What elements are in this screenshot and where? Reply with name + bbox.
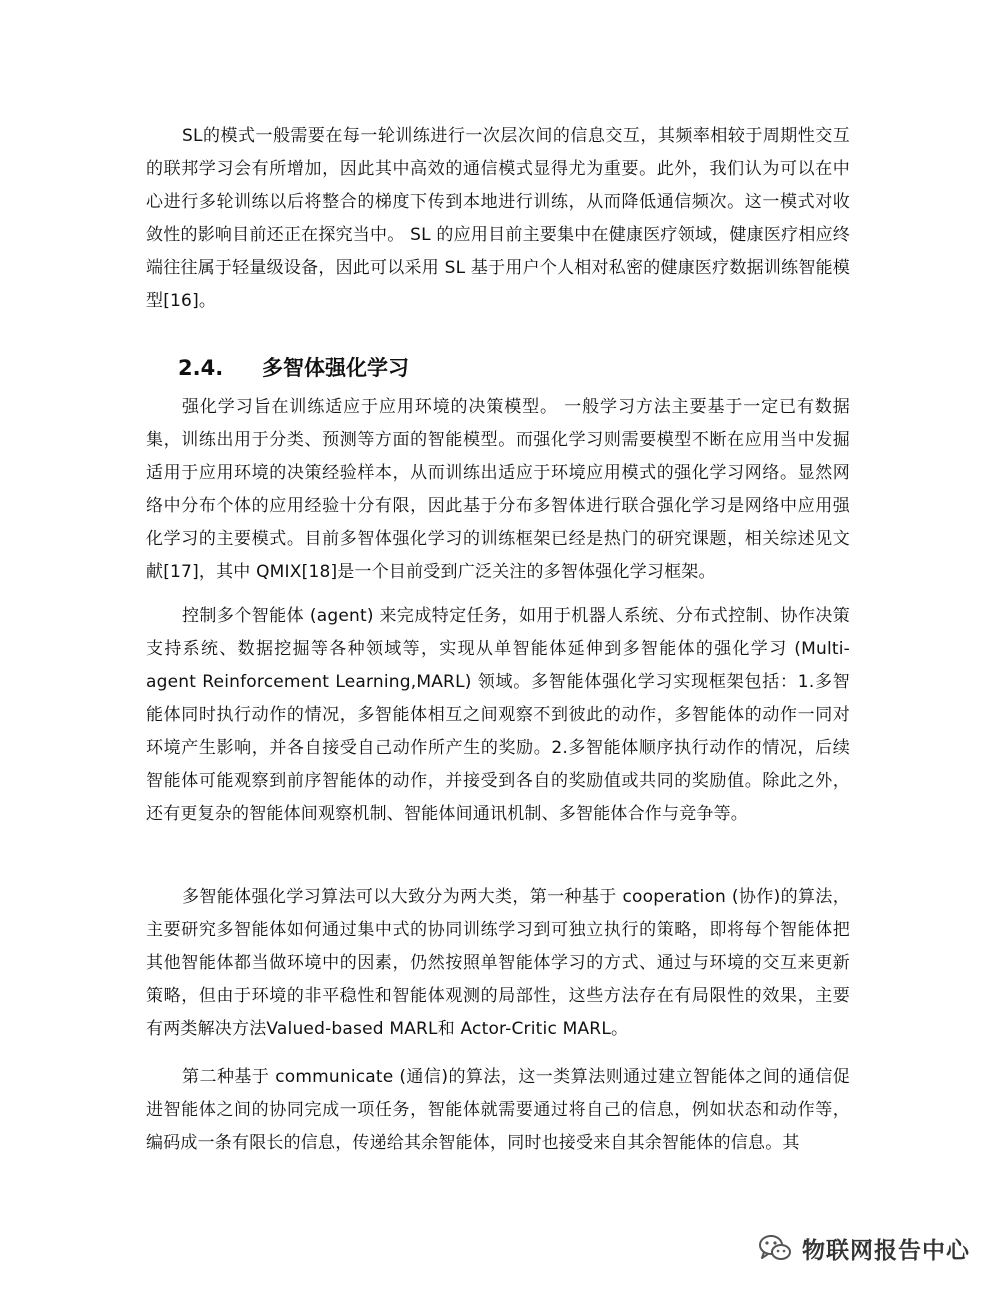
watermark	[758, 1228, 970, 1268]
section-number: 2.4.	[178, 356, 224, 380]
paragraph-cooperation-algorithms: 多智能体强化学习算法可以大致分为两大类，第一种基于 cooperation (协作)的算法，主要研究多智能体如何通过集中式的协同训练学习到可独立执行的策略，即将每个智能体把其他智能体都当做环境中的因素，仍然按照单智能体学习的方式、通过与环境的交互来更新策略，但由于环境的非平稳性和智能体观测的局部性，这些方法存在有局限性的效果，主要有两类解决方法Valued-based MARL和 Actor-Critic MARL。	[146, 887, 850, 1039]
wechat-icon	[758, 1233, 792, 1263]
paragraph-communication-algorithms: 第二种基于 communicate (通信)的算法，这一类算法则通过建立智能体之间的通信促进智能体之间的协同完成一项任务，智能体就需要通过将自己的信息，例如状态和动作等，编码成一条有限长的信息，传递给其余智能体，同时也接受来自其余智能体的信息。其	[146, 1067, 850, 1153]
paragraph-split-learning: SL的模式一般需要在每一轮训练进行一次层次间的信息交互，其频率相较于周期性交互的联邦学习会有所增加，因此其中高效的通信模式显得尤为重要。此外，我们认为可以在中心进行多轮训练以后将整合的梯度下传到本地进行训练，从而降低通信频次。这一模式对收敛性的影响目前还正在探究当中。 SL 的应用目前主要集中在健康医疗领域，健康医疗相应终端往往属于轻量级设备，因此可以采用 SL 基于用户个人相对私密的健康医疗数据训练智能模型[16]。	[146, 126, 850, 311]
paragraph-reinforcement-learning: 强化学习旨在训练适应于应用环境的决策模型。 一般学习方法主要基于一定已有数据集，训练出用于分类、预测等方面的智能模型。而强化学习则需要模型不断在应用当中发掘适用于应用环境的决策经验样本，从而训练出适应于环境应用模式的强化学习网络。显然网络中分布个体的应用经验十分有限，因此基于分布多智体进行联合强化学习是网络中应用强化学习的主要模式。目前多智体强化学习的训练框架已经是热门的研究课题，相关综述见文献[17]，其中 QMIX[18]是一个目前受到广泛关注的多智体强化学习框架。	[146, 397, 850, 582]
section-heading	[178, 350, 409, 386]
section-title: 多智体强化学习	[262, 356, 409, 380]
watermark-text: 物联网报告中心	[802, 1237, 970, 1264]
paragraph-multi-agent-control: 控制多个智能体 (agent) 来完成特定任务，如用于机器人系统、分布式控制、协作决策支持系统、数据挖掘等各种领域等，实现从单智能体延伸到多智能体的强化学习 (Multi-agent Reinforcement Learning,MARL) 领域。多智能体强化学习实现框架包括：1.多智能体同时执行动作的情况，多智能体相互之间观察不到彼此的动作，多智能体的动作一同对环境产生影响，并各自接受自己动作所产生的奖励。2.多智能体顺序执行动作的情况，后续智能体可能观察到前序智能体的动作，并接受到各自的奖励值或共同的奖励值。除此之外，还有更复杂的智能体间观察机制、智能体间通讯机制、多智能体合作与竞争等。	[146, 606, 850, 824]
